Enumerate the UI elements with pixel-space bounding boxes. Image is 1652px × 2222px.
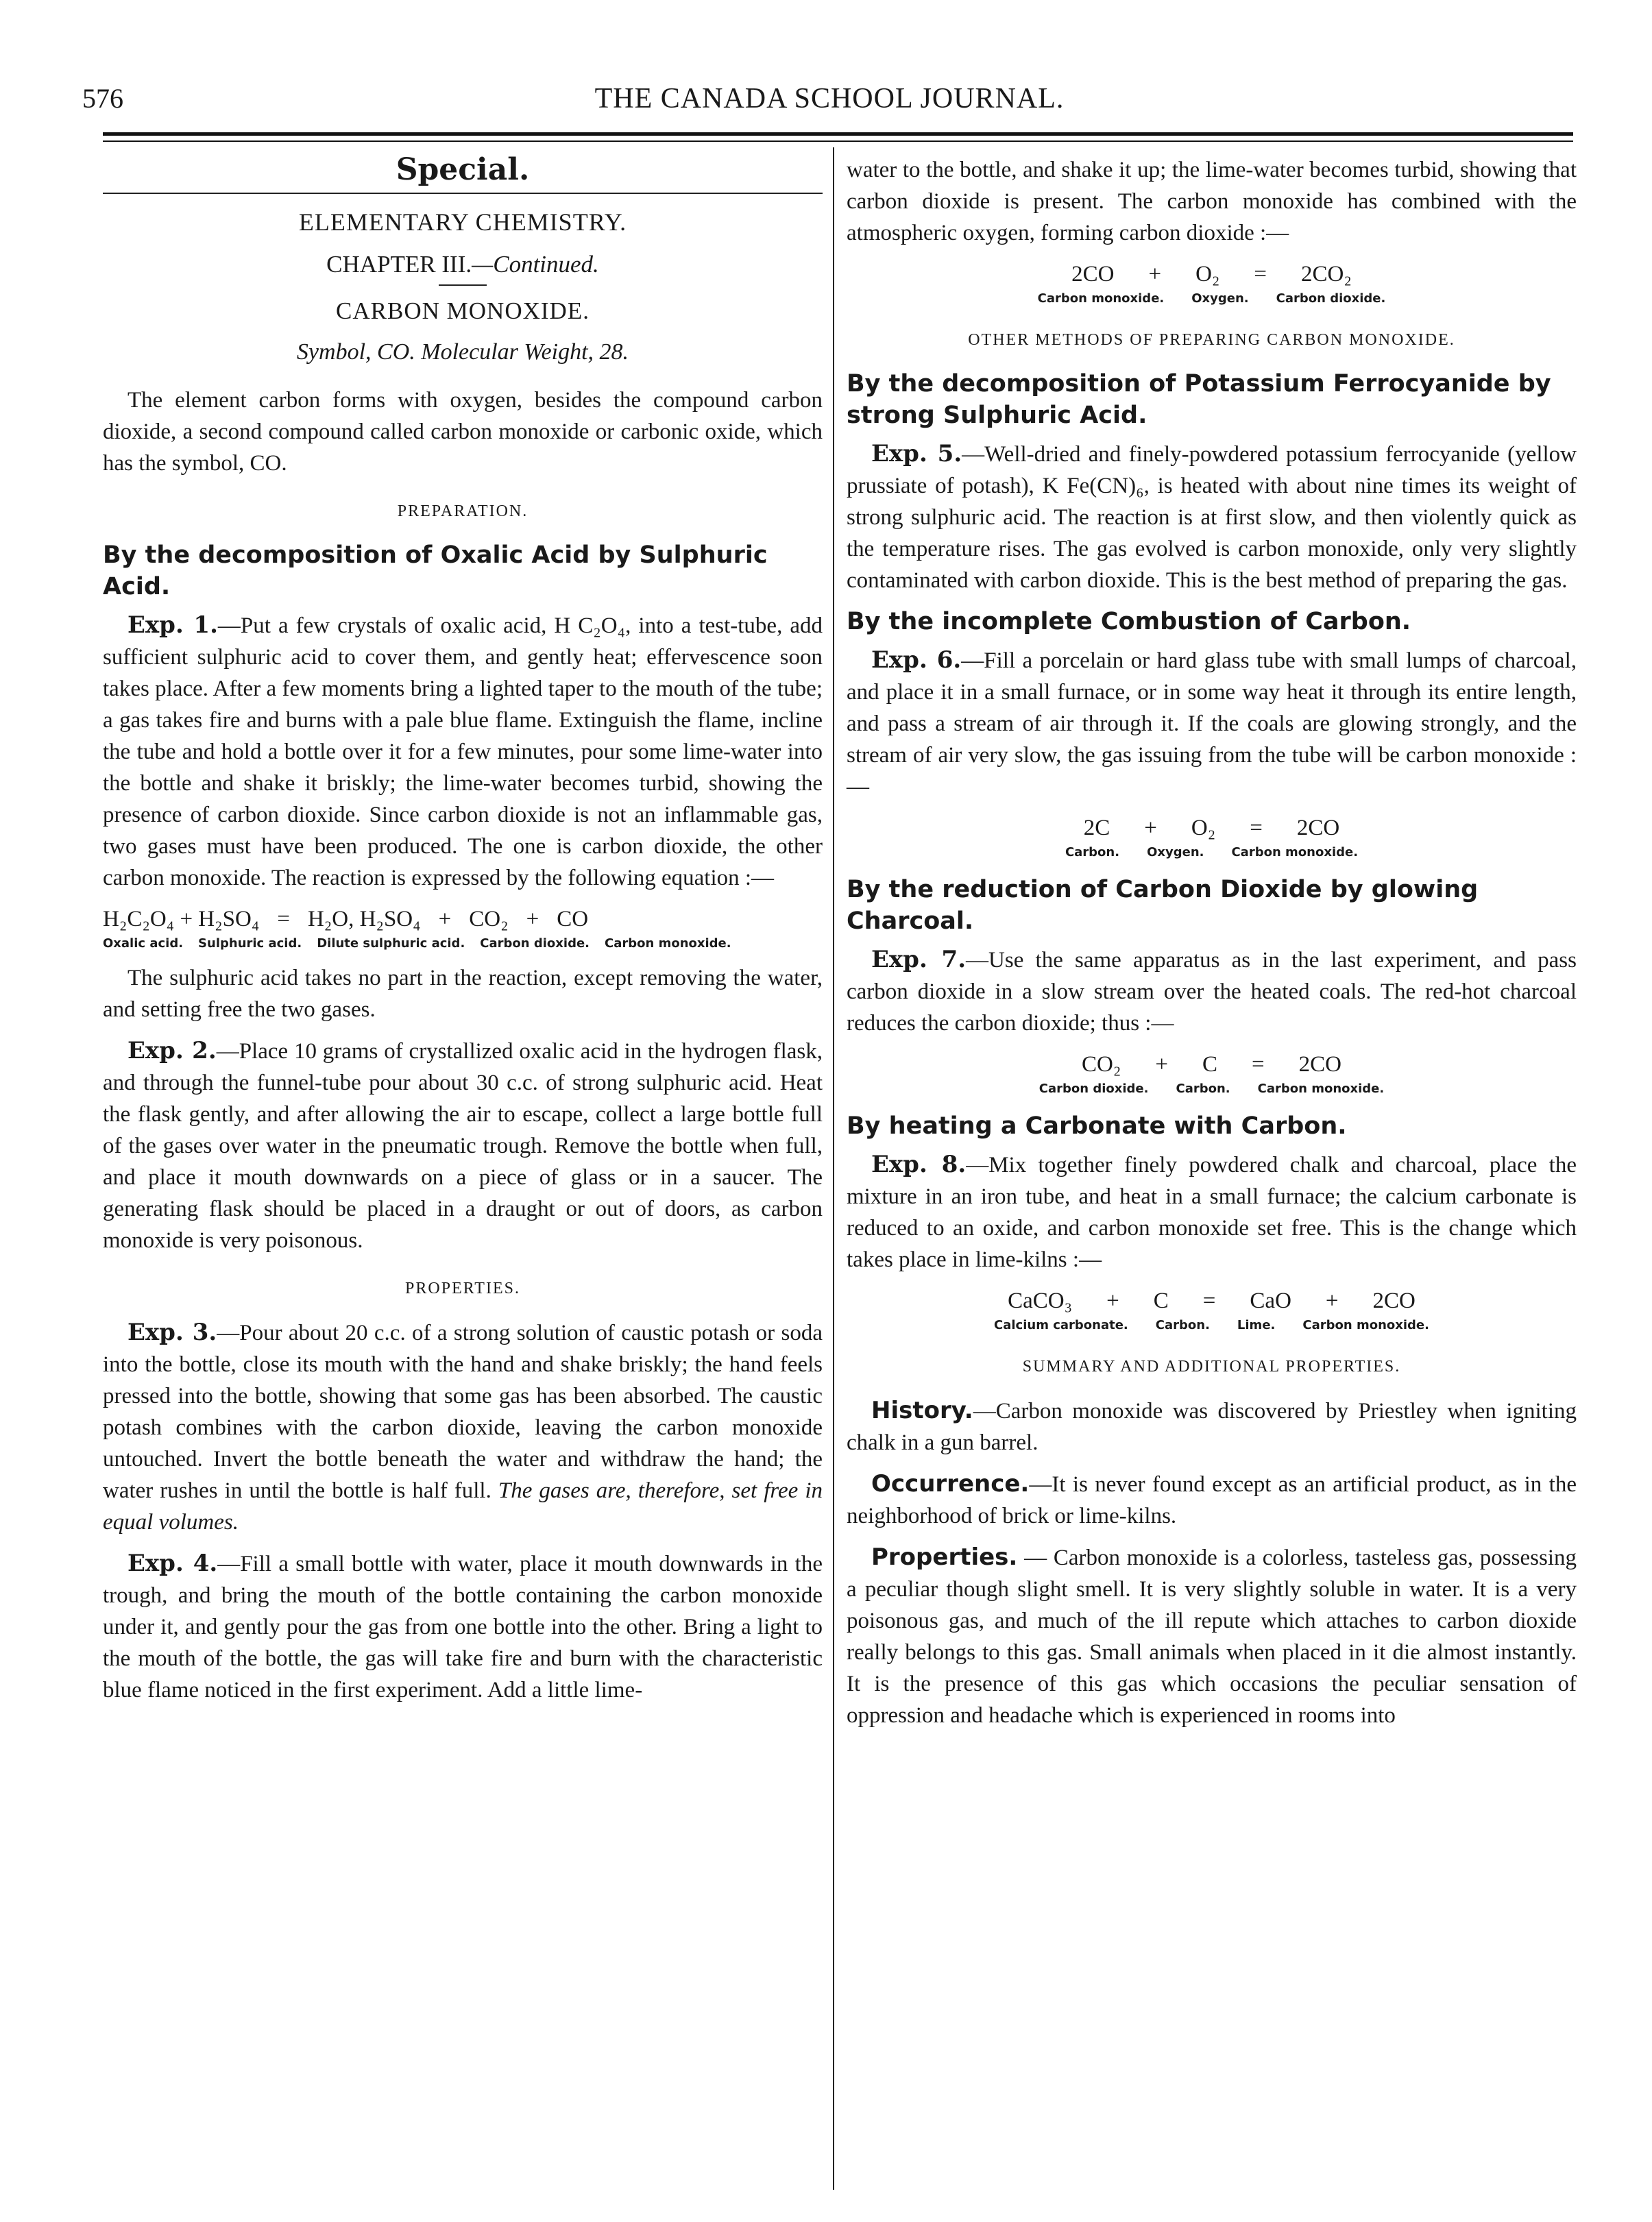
- eq3-term: 2CO: [1296, 816, 1340, 840]
- eq3-label: Carbon.: [1065, 845, 1120, 859]
- exp5-label: Exp. 5.: [871, 440, 962, 467]
- eq1-label: Dilute sulphuric acid.: [317, 936, 465, 951]
- eq1-term: CO₂: [469, 907, 509, 931]
- eq1-term: =: [277, 907, 290, 931]
- exp6-text: —Fill a porcelain or hard glass tube with small lumps of charcoal, and place it in a small furnace, or in some way heat it through its entire length, and pass a stream of air through it. If the coals are glowing strongly, and the stream of air very slow, the gas issuing from the tube will be carbon monoxide :—: [847, 648, 1577, 799]
- history-label: History.: [871, 1397, 973, 1424]
- eq1-label: Carbon dioxide.: [480, 936, 590, 951]
- exp3-label: Exp. 3.: [127, 1319, 217, 1346]
- eq3-label: Carbon monoxide.: [1231, 845, 1359, 859]
- eq4-term: CO₂: [1082, 1052, 1121, 1077]
- eq2-term: O₂: [1195, 262, 1220, 286]
- equation-3: [847, 812, 1577, 844]
- eq3-label: Oxygen.: [1147, 845, 1204, 859]
- eq5-term: 2CO: [1372, 1289, 1416, 1313]
- eq1-label: Carbon monoxide.: [605, 936, 731, 951]
- carbonate-heading: By heating a Carbonate with Carbon.: [847, 1112, 1347, 1140]
- equation-1-labels: [103, 935, 823, 953]
- other-methods-heading: OTHER METHODS OF PREPARING CARBON MONOXIDE.: [968, 331, 1455, 349]
- eq5-term: +: [1106, 1289, 1119, 1313]
- eq1-term: H₂C₂O₄ + H₂SO₄: [103, 907, 260, 931]
- eq5-term: CaO: [1250, 1289, 1291, 1313]
- eq4-label: Carbon monoxide.: [1257, 1082, 1385, 1096]
- chapter-rule: [439, 284, 487, 286]
- exp6-label: Exp. 6.: [871, 646, 962, 674]
- eq5-term: CaCO₃: [1008, 1289, 1073, 1313]
- properties-text: — Carbon monoxide is a colorless, tasteless gas, possessing a peculiar though slight smell. It is very slightly soluble in water. It is a very poisonous gas, and much of the ill repute which attaches to carbon dioxide really belongs to this gas. Small animals when placed in it die almost instantly. It is the presence of this gas which occasions the peculiar sensation of oppression and headache which is experienced in rooms into: [847, 1546, 1577, 1728]
- eq3-term: O₂: [1191, 816, 1216, 840]
- column-divider: [833, 147, 834, 2190]
- exp1-text: —Put a few crystals of oxalic acid, H C₂O₄, into a test-tube, add sufficient sulphuric acid to cover them, and gently heat; effervescence soon takes place. After a few moments bring a lighted taper to the mouth of the tube; a gas takes fire and burns with a pale blue flame. Extinguish the flame, incline the tube and hold a bottle over it for a few minutes, pour some lime-water into the bottle and shake it briskly; the lime-water becomes turbid, showing the presence of carbon dioxide. Since carbon dioxide is not an inflammable gas, two gases must have been produced. The one is carbon dioxide, the other carbon monoxide. The reaction is expressed by the following equation :—: [103, 613, 823, 890]
- section-title: Special.: [396, 152, 530, 187]
- occurrence-label: Occurrence.: [871, 1470, 1030, 1498]
- exp7-label: Exp. 7.: [871, 946, 967, 973]
- exp7-paragraph: [847, 944, 1577, 1039]
- properties-heading: PROPERTIES.: [405, 1280, 520, 1297]
- equation-2: [847, 258, 1577, 290]
- occurrence-paragraph: [847, 1468, 1577, 1532]
- left-column: [103, 154, 823, 1716]
- incomplete-combustion-heading: By the incomplete Combustion of Carbon.: [847, 608, 1411, 635]
- after-eq1-paragraph: The sulphuric acid takes no part in the reaction, except removing the water, and setting free the two gases.: [103, 966, 823, 1022]
- chapter-number: CHAPTER III.: [326, 251, 472, 278]
- page-number: 576: [82, 83, 123, 114]
- symbol-line: Symbol, CO. Molecular Weight, 28.: [296, 339, 629, 365]
- exp8-label: Exp. 8.: [871, 1151, 967, 1178]
- oxalic-heading: By the decomposition of Oxalic Acid by Sulphuric Acid.: [103, 541, 768, 600]
- eq5-term: =: [1202, 1289, 1216, 1313]
- exp1-paragraph: [103, 609, 823, 894]
- eq3-term: 2C: [1083, 816, 1110, 840]
- eq4-term: 2CO: [1298, 1052, 1341, 1077]
- exp2-label: Exp. 2.: [127, 1037, 217, 1064]
- exp5-paragraph: [847, 438, 1577, 596]
- eq3-term: =: [1250, 816, 1263, 840]
- preparation-heading: PREPARATION.: [397, 502, 529, 520]
- subject-heading: CARBON MONOXIDE.: [336, 297, 590, 324]
- eq2-label: Oxygen.: [1191, 291, 1249, 306]
- reduction-heading: By the reduction of Carbon Dioxide by glowing Charcoal.: [847, 876, 1479, 935]
- eq5-label: Carbon monoxide.: [1302, 1318, 1429, 1332]
- eq4-term: C: [1202, 1052, 1218, 1077]
- eq5-term: +: [1325, 1289, 1339, 1313]
- header-rule-thick: [103, 132, 1573, 136]
- intro-paragraph: The element carbon forms with oxygen, besides the compound carbon dioxide, a second compound called carbon monoxide or carbonic oxide, which has the symbol, CO.: [103, 388, 823, 476]
- chapter-continued: —Continued.: [472, 251, 599, 278]
- article-title: ELEMENTARY CHEMISTRY.: [298, 208, 627, 236]
- eq4-label: Carbon.: [1176, 1082, 1230, 1096]
- exp5-text: —Well-dried and finely-powdered potassium ferrocyanide (yellow prussiate of potash), K Fe(CN)₆, is heated with about nine times its weight of strong sulphuric acid. The reaction is at first slow, and then violently quick as the temperature rises. The gas evolved is carbon monoxide, only very slightly contaminated with carbon dioxide. This is the best method of preparing the gas.: [847, 442, 1577, 593]
- equation-2-labels: [847, 290, 1577, 308]
- chapter-heading: [103, 249, 823, 280]
- equation-4-labels: [847, 1080, 1577, 1098]
- eq2-term: 2CO: [1071, 262, 1115, 286]
- exp1-label: Exp. 1.: [127, 611, 218, 639]
- summary-heading: SUMMARY AND ADDITIONAL PROPERTIES.: [1022, 1358, 1401, 1376]
- exp2-paragraph: [103, 1035, 823, 1256]
- equation-5-labels: [847, 1317, 1577, 1334]
- eq2-term: 2CO₂: [1301, 262, 1352, 286]
- eq1-term: CO: [557, 907, 589, 931]
- eq1-term: +: [526, 907, 539, 931]
- eq1-label: Sulphuric acid.: [198, 936, 302, 951]
- header-rule-thin: [103, 141, 1573, 142]
- properties-label: Properties.: [871, 1543, 1018, 1571]
- exp4-label: Exp. 4.: [127, 1550, 218, 1577]
- equation-3-labels: [847, 844, 1577, 862]
- eq3-term: +: [1144, 816, 1157, 840]
- eq4-term: =: [1252, 1052, 1265, 1077]
- exp3-text: —Pour about 20 c.c. of a strong solution of caustic potash or soda into the bottle, close its mouth with the hand and shake briskly; the hand feels pressed into the bottle, showing that some gas has been absorbed. The caustic potash combines with the carbon dioxide, leaving the carbon monoxide untouched. Invert the bottle beneath the water and withdraw the hand; the water rushes in until the bottle is half full.: [103, 1321, 823, 1503]
- exp7-text: —Use the same apparatus as in the last experiment, and pass carbon dioxide in a slow stream over the heated coals. The red-hot charcoal reduces the carbon dioxide; thus :—: [847, 948, 1577, 1036]
- continued-paragraph: water to the bottle, and shake it up; the lime-water becomes turbid, showing that carbon dioxide is present. The carbon monoxide has combined with the atmospheric oxygen, forming carbon dioxide :—: [847, 158, 1577, 245]
- properties-paragraph: [847, 1541, 1577, 1731]
- equation-4: [847, 1049, 1577, 1080]
- ferrocyanide-heading: By the decomposition of Potassium Ferrocyanide by strong Sulphuric Acid.: [847, 370, 1551, 429]
- eq2-label: Carbon monoxide.: [1037, 291, 1165, 306]
- eq4-term: +: [1155, 1052, 1168, 1077]
- eq5-term: C: [1153, 1289, 1169, 1313]
- eq5-label: Carbon.: [1155, 1318, 1210, 1332]
- equation-1: [103, 903, 823, 935]
- right-column: [847, 154, 1577, 1741]
- eq2-term: =: [1254, 262, 1267, 286]
- eq5-label: Lime.: [1237, 1318, 1276, 1332]
- exp6-paragraph: [847, 644, 1577, 803]
- occurrence-text: —It is never found except as an artificial product, as in the neighborhood of brick or lime-kilns.: [847, 1472, 1577, 1528]
- journal-title: THE CANADA SCHOOL JOURNAL.: [594, 83, 1065, 114]
- eq1-label: Oxalic acid.: [103, 936, 184, 951]
- equation-5: [847, 1285, 1577, 1317]
- exp4-text: —Fill a small bottle with water, place it mouth downwards in the trough, and bring the mouth of the bottle containing the carbon monoxide under it, and gently pour the gas from one bottle into the other. Bring a light to the mouth of the bottle, the gas will take fire and burn with the characteristic blue flame noticed in the first experiment. Add a little lime-: [103, 1552, 823, 1702]
- history-paragraph: [847, 1395, 1577, 1458]
- eq1-term: +: [438, 907, 452, 931]
- eq2-label: Carbon dioxide.: [1276, 291, 1386, 306]
- exp8-text: —Mix together finely powdered chalk and charcoal, place the mixture in an iron tube, and heat in a small furnace; the calcium carbonate is reduced to an oxide, and carbon monoxide set free. This is the change which takes place in lime-kilns :—: [847, 1153, 1577, 1272]
- eq2-term: +: [1148, 262, 1162, 286]
- page-header: [82, 82, 1577, 123]
- exp3-paragraph: [103, 1317, 823, 1538]
- eq4-label: Carbon dioxide.: [1038, 1082, 1149, 1096]
- exp4-paragraph: [103, 1548, 823, 1706]
- exp8-paragraph: [847, 1149, 1577, 1275]
- exp2-text: —Place 10 grams of crystallized oxalic acid in the hydrogen flask, and through the funnel-tube pour about 30 c.c. of strong sulphuric acid. Heat the flask gently, and after allowing the air to escape, collect a large bottle full of the gases over water in the pneumatic trough. Remove the bottle when full, and place it mouth downwards on a piece of glass or in a saucer. The generating flask should be placed in a draught or out of doors, as carbon monoxide is very poisonous.: [103, 1039, 823, 1253]
- exp3-italic: The gases are, therefore, set free in equal volumes.: [103, 1478, 823, 1535]
- eq5-label: Calcium carbonate.: [994, 1318, 1128, 1332]
- eq1-term: H₂O, H₂SO₄: [307, 907, 421, 931]
- section-rule: [103, 193, 823, 194]
- history-text: —Carbon monoxide was discovered by Priestley when igniting chalk in a gun barrel.: [847, 1399, 1577, 1455]
